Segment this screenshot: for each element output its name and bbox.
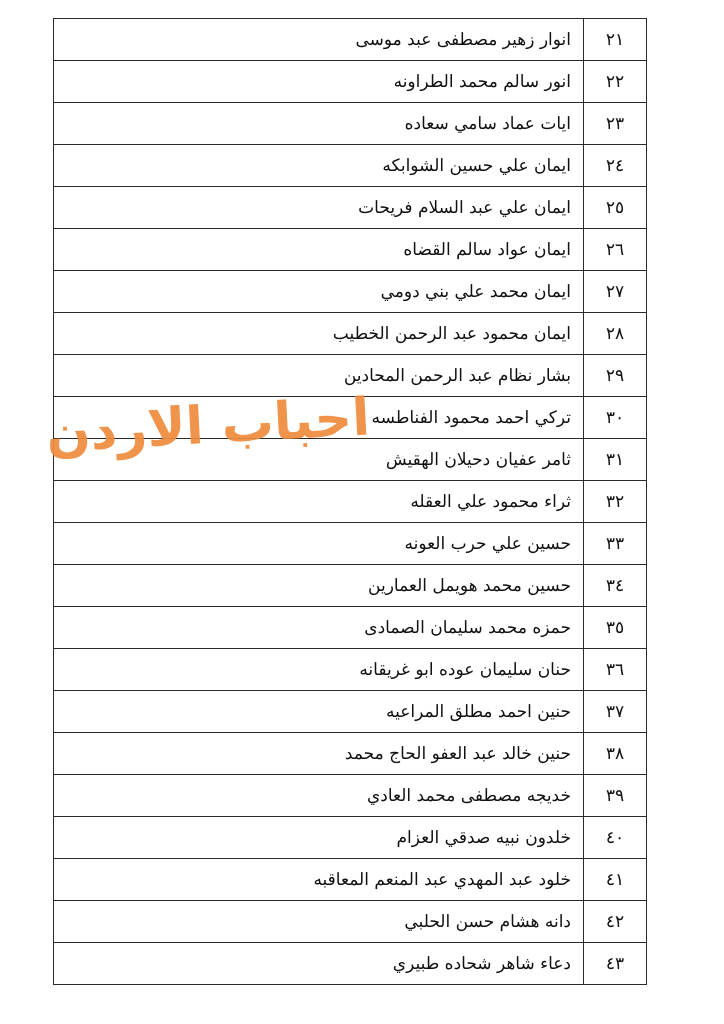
row-number: ٣٨ <box>584 733 647 775</box>
row-number: ٢٩ <box>584 355 647 397</box>
table-row <box>54 145 647 187</box>
row-name: حنين احمد مطلق المراعيه <box>54 691 584 733</box>
row-name: ايمان علي حسين الشوابكه <box>54 145 584 187</box>
names-table <box>53 18 647 985</box>
row-name: دانه هشام حسن الحلبي <box>54 901 584 943</box>
row-number: ٢٦ <box>584 229 647 271</box>
row-name: بشار نظام عبد الرحمن المحادين <box>54 355 584 397</box>
table-row <box>54 775 647 817</box>
table-row <box>54 901 647 943</box>
row-number: ٣٦ <box>584 649 647 691</box>
table-row <box>54 691 647 733</box>
row-number: ٢١ <box>584 19 647 61</box>
table-row <box>54 313 647 355</box>
row-name: حسين علي حرب العونه <box>54 523 584 565</box>
row-number: ٢٨ <box>584 313 647 355</box>
row-number: ٢٤ <box>584 145 647 187</box>
table-row <box>54 523 647 565</box>
row-name: خلود عبد المهدي عبد المنعم المعاقبه <box>54 859 584 901</box>
row-number: ٣٩ <box>584 775 647 817</box>
table-row <box>54 103 647 145</box>
row-number: ٤٠ <box>584 817 647 859</box>
row-name: انور سالم محمد الطراونه <box>54 61 584 103</box>
row-name: حنان سليمان عوده ابو غريقانه <box>54 649 584 691</box>
row-number: ٣٣ <box>584 523 647 565</box>
row-number: ٣٢ <box>584 481 647 523</box>
row-number: ٤٢ <box>584 901 647 943</box>
row-name: انوار زهير مصطفى عبد موسى <box>54 19 584 61</box>
names-list <box>53 18 647 985</box>
row-name: دعاء شاهر شحاده طبيري <box>54 943 584 985</box>
row-number: ٣٧ <box>584 691 647 733</box>
row-number: ٢٣ <box>584 103 647 145</box>
row-name: ايات عماد سامي سعاده <box>54 103 584 145</box>
row-name: حمزه محمد سليمان الصمادى <box>54 607 584 649</box>
table-row <box>54 481 647 523</box>
row-name: خديجه مصطفى محمد العادي <box>54 775 584 817</box>
row-number: ٢٧ <box>584 271 647 313</box>
names-table-body <box>54 19 647 985</box>
table-row <box>54 439 647 481</box>
row-number: ٢٢ <box>584 61 647 103</box>
table-row <box>54 649 647 691</box>
row-name: حسين محمد هويمل العمارين <box>54 565 584 607</box>
row-name: ايمان محمود عبد الرحمن الخطيب <box>54 313 584 355</box>
table-row <box>54 733 647 775</box>
table-row <box>54 397 647 439</box>
row-name: حنين خالد عبد العفو الحاج محمد <box>54 733 584 775</box>
row-name: خلدون نبيه صدقي العزام <box>54 817 584 859</box>
row-number: ٢٥ <box>584 187 647 229</box>
table-row <box>54 61 647 103</box>
row-name: تركي احمد محمود الفناطسه <box>54 397 584 439</box>
watermark-text: احباب الاردن <box>44 387 372 465</box>
table-row <box>54 607 647 649</box>
row-name: ايمان عواد سالم القضاه <box>54 229 584 271</box>
row-number: ٣٠ <box>584 397 647 439</box>
row-name: ايمان علي عبد السلام فريحات <box>54 187 584 229</box>
row-name: ايمان محمد علي بني دومي <box>54 271 584 313</box>
row-number: ٣٤ <box>584 565 647 607</box>
row-number: ٣١ <box>584 439 647 481</box>
table-row <box>54 229 647 271</box>
table-row <box>54 187 647 229</box>
row-name: ثراء محمود علي العقله <box>54 481 584 523</box>
table-row <box>54 19 647 61</box>
table-row <box>54 565 647 607</box>
row-number: ٤١ <box>584 859 647 901</box>
table-row <box>54 817 647 859</box>
row-name: ثامر عفيان دحيلان الهقيش <box>54 439 584 481</box>
row-number: ٣٥ <box>584 607 647 649</box>
table-row <box>54 859 647 901</box>
table-row <box>54 355 647 397</box>
table-row <box>54 271 647 313</box>
row-number: ٤٣ <box>584 943 647 985</box>
table-row <box>54 943 647 985</box>
